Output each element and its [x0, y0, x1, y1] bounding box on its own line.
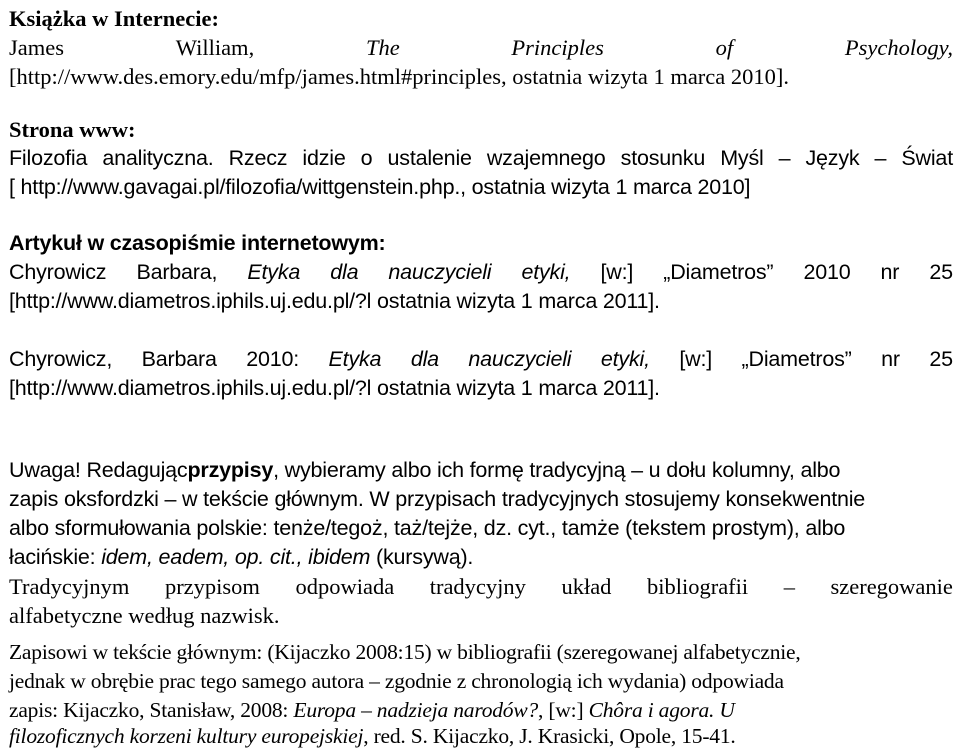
word: Chyrowicz [9, 260, 107, 284]
text-run: zapis: Kijaczko, Stanisław, 2008: [9, 698, 294, 722]
word: James [9, 35, 64, 60]
note-paragraph-2-line-2: alfabetyczne według nazwisk. [9, 603, 280, 628]
word: analityczna. [102, 146, 214, 170]
word: Świat [901, 146, 953, 170]
word: szeregowanie [830, 574, 953, 599]
word: stosunku [620, 146, 706, 170]
word: dla [410, 347, 439, 371]
note-paragraph-1-line-1 [9, 456, 953, 485]
section-heading-book: Książka w Internecie: [9, 6, 219, 31]
word: William, [175, 35, 255, 60]
word: 2010 [803, 260, 851, 284]
note-paragraph-2-line-1 [9, 572, 953, 601]
word: – [778, 146, 791, 170]
note-paragraph-1-line-3: albo sformułowania polskie: tenże/tegoż, taż/tejże, dz. cyt., tamże (tekstem prostym), albo [9, 516, 846, 540]
text-run: Uwaga! Redagując [9, 458, 188, 482]
word: tradycyjny [429, 574, 526, 599]
article-citation-line-2: [http://www.diametros.iphils.uj.edu.pl/?l ostatnia wizyta 1 marca 2011]. [9, 289, 660, 313]
text-run: , red. S. Kijaczko, J. Krasicki, Opole, 15-41. [363, 724, 736, 748]
word: nr [880, 260, 900, 284]
emphasis-footnotes: przypisy [187, 458, 274, 482]
text-run: (kursywą). [370, 545, 474, 569]
word: 25 [929, 347, 953, 371]
word: „Diametros” [663, 260, 774, 284]
title-italic: Chôra i agora. U [588, 698, 735, 722]
word: Psychology, [844, 35, 953, 60]
note-paragraph-1-line-2: zapis oksfordzki – w tekście głównym. W przypisach tradycyjnych stosujemy konsekwentnie [9, 487, 866, 511]
text-run: , wybieramy albo ich formę tradycyjną – u dołu kolumny, albo [273, 458, 841, 482]
website-citation-line-2: [ http://www.gavagai.pl/filozofia/wittgenstein.php., ostatnia wizyta 1 marca 2010] [9, 175, 751, 199]
text-run: , [w:] [538, 698, 589, 722]
word: nauczycieli [468, 347, 572, 371]
note-paragraph-3-line-3 [9, 696, 953, 725]
word: [w:] [600, 260, 634, 284]
latin-terms: idem, eadem, op. cit., ibidem [101, 545, 371, 569]
word: 25 [929, 260, 953, 284]
word: The [365, 35, 400, 60]
word: Rzecz [228, 146, 288, 170]
section-heading-article: Artykuł w czasopiśmie internetowym: [9, 231, 386, 255]
article2-citation-line-2: [http://www.diametros.iphils.uj.edu.pl/?l ostatnia wizyta 1 marca 2011]. [9, 376, 660, 400]
word: Myśl [720, 146, 764, 170]
word: Filozofia [9, 146, 88, 170]
title-italic: filozoficznych korzeni kultury europejskiej [9, 724, 364, 748]
word: o [360, 146, 373, 170]
website-citation-line-1 [9, 144, 953, 173]
word: ustalenie [387, 146, 472, 170]
word: odpowiada [295, 574, 395, 599]
word: – [874, 146, 887, 170]
article-citation-line-1 [9, 258, 953, 287]
word: „Diametros” [741, 347, 852, 371]
word: wzajemnego [486, 146, 606, 170]
word: idzie [302, 146, 346, 170]
title-italic: Europa – nadzieja narodów? [293, 698, 539, 722]
book-citation-line-2: [http://www.des.emory.edu/mfp/james.html#principles, ostatnia wizyta 1 marca 2010]. [9, 64, 790, 89]
note-paragraph-3-line-2: jednak w obrębie prac tego samego autora – zgodnie z chronologią ich wydania) odpowiada [9, 669, 784, 693]
word: Etyka [247, 260, 301, 284]
word: etyki, [600, 347, 650, 371]
word: przypisom [164, 574, 260, 599]
word: Etyka [328, 347, 382, 371]
word: Język [805, 146, 860, 170]
word: – [783, 574, 795, 599]
note-paragraph-3-line-1: Zapisowi w tekście głównym: (Kijaczko 2008:15) w bibliografii (szeregowanej alfabetycznie, [9, 640, 801, 664]
word: bibliografii [646, 574, 749, 599]
article2-citation-line-1 [9, 345, 953, 374]
word: [w:] [679, 347, 713, 371]
word: Barbara, [136, 260, 218, 284]
word: of [715, 35, 734, 60]
section-heading-website: Strona www: [9, 117, 136, 142]
note-paragraph-1-line-4 [9, 543, 953, 572]
word: Tradycyjnym [9, 574, 130, 599]
word: nr [881, 347, 900, 371]
word: dla [330, 260, 359, 284]
word: układ [561, 574, 612, 599]
word: 2010: [246, 347, 300, 371]
word: Chyrowicz, [9, 347, 113, 371]
book-citation-line-1 [9, 33, 953, 62]
text-run: łacińskie: [9, 545, 102, 569]
word: etyki, [521, 260, 571, 284]
word: Barbara [141, 347, 217, 371]
word: Principles [511, 35, 604, 60]
word: nauczycieli [388, 260, 492, 284]
